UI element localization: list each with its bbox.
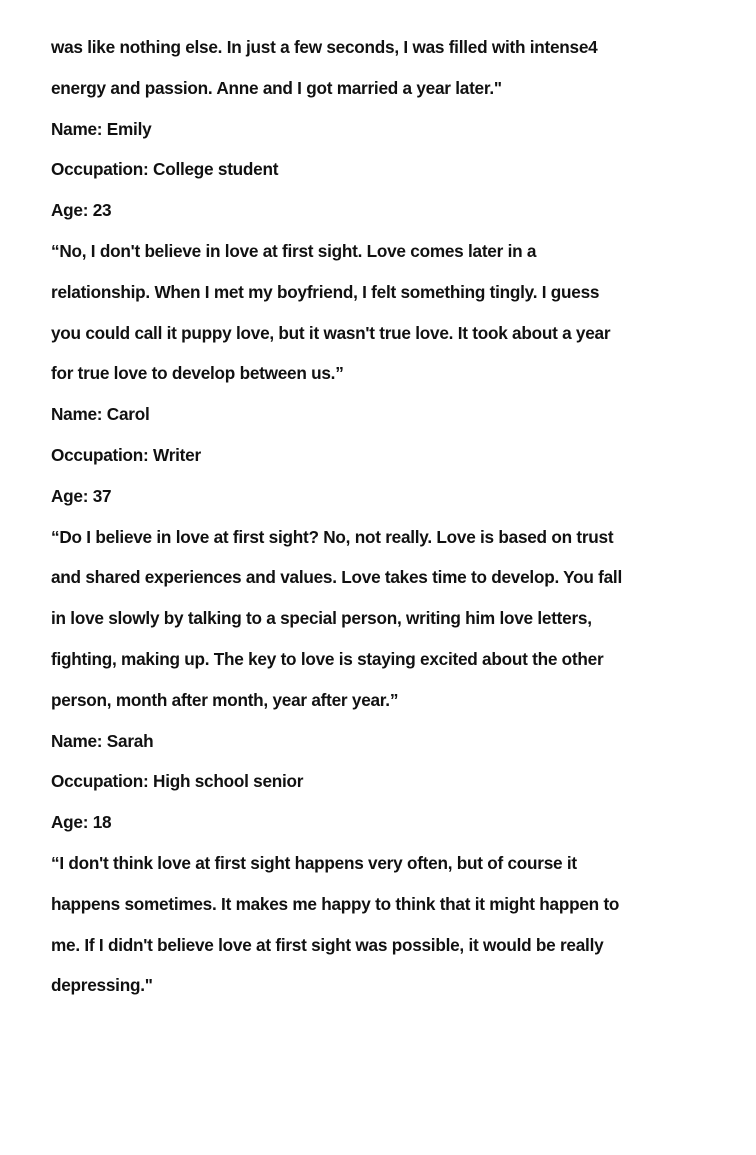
respondent-name: Name: Emily: [51, 118, 152, 139]
body-text-line: was like nothing else. In just a few seconds, I was filled with intense4: [51, 37, 598, 57]
respondent-occupation: Occupation: High school senior: [51, 771, 304, 792]
quote-line: you could call it puppy love, but it wasn't true love. It took about a year: [51, 322, 611, 343]
quote-line: depressing.": [51, 975, 153, 996]
quote-line: person, month after month, year after year.”: [51, 689, 399, 710]
respondent-age: Age: 23: [51, 200, 112, 221]
respondent-name: Name: Carol: [51, 404, 150, 425]
quote-line: and shared experiences and values. Love takes time to develop. You fall: [51, 567, 622, 588]
respondent-age: Age: 37: [51, 485, 112, 506]
body-text-line: energy and passion. Anne and I got married a year later.": [51, 77, 502, 98]
respondent-age: Age: 18: [51, 812, 112, 833]
quote-line: happens sometimes. It makes me happy to think that it might happen to: [51, 893, 620, 914]
quote-line: in love slowly by talking to a special person, writing him love letters,: [51, 608, 592, 629]
quote-line: fighting, making up. The key to love is staying excited about the other: [51, 648, 604, 669]
quote-line: “No, I don't believe in love at first sight. Love comes later in a: [51, 240, 537, 261]
respondent-name: Name: Sarah: [51, 730, 154, 751]
respondent-occupation: Occupation: College student: [51, 159, 279, 180]
quote-line: relationship. When I met my boyfriend, I felt something tingly. I guess: [51, 281, 600, 302]
quote-line: me. If I didn't believe love at first sight was possible, it would be really: [51, 934, 604, 955]
respondent-occupation: Occupation: Writer: [51, 444, 201, 465]
quote-line: “Do I believe in love at first sight? No, not really. Love is based on trust: [51, 526, 614, 547]
quote-line: “I don't think love at first sight happens very often, but of course it: [51, 852, 577, 873]
document-body: [51, 33, 741, 1012]
quote-line: for true love to develop between us.”: [51, 363, 344, 384]
